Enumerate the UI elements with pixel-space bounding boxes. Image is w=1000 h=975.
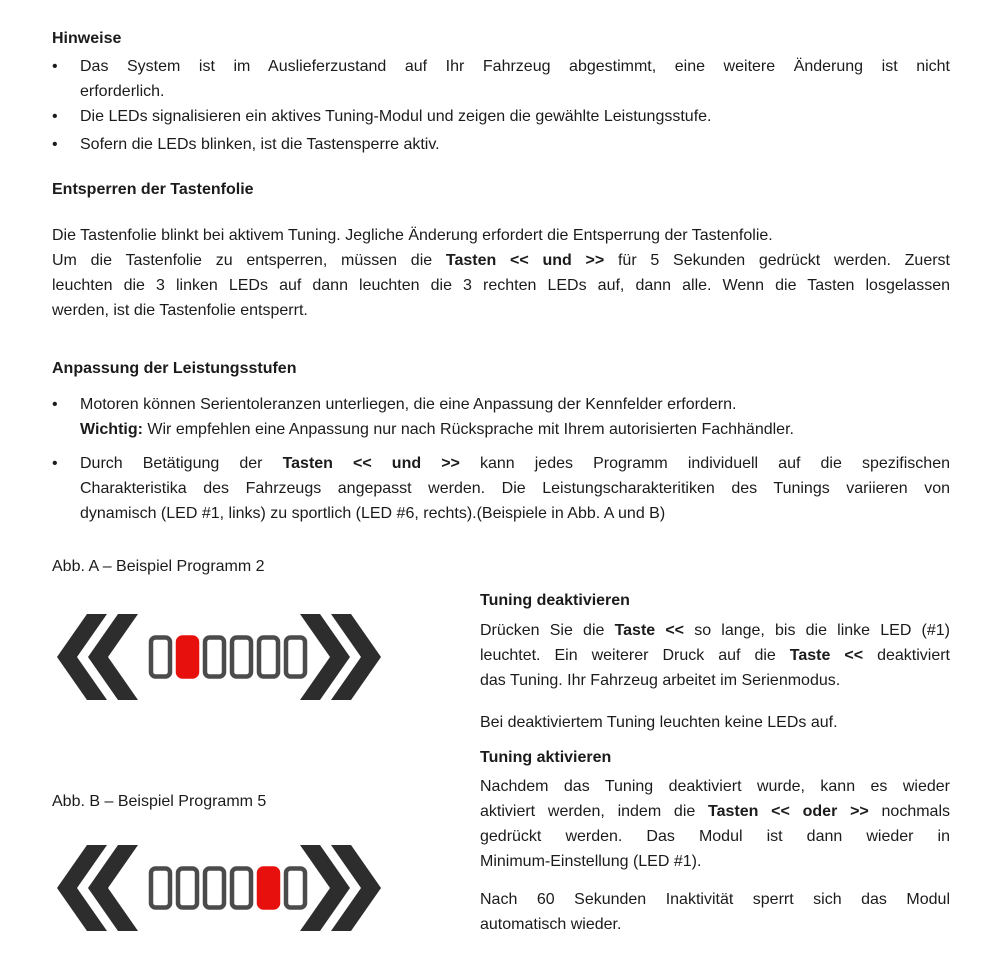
led-indicator-figure-b [54, 843, 384, 933]
chevron-double-right-icon [300, 845, 381, 931]
figure-b-label: Abb. B – Beispiel Programm 5 [52, 793, 267, 810]
figures-column [52, 554, 480, 937]
bullet-icon: • [52, 136, 58, 153]
led-indicator-figure-a [54, 612, 384, 702]
led-active [259, 869, 278, 908]
figure-a-label: Abb. A – Beispiel Programm 2 [52, 558, 265, 575]
paragraph-entsperren: Die Tastenfolie blinkt bei aktivem Tuning. Jegliche Änderung erfordert die Entsperrung der Tastenfolie. Um die Tastenfolie zu entsperren, müssen die Tasten << und >> für 5 Sekunden gedrückt werden. Zuerst leuchten die 3 linken LEDs auf dann leuchten die 3 rechten LEDs auf, dann alle. Wenn die Tasten losgelassen werden, ist die Tastenfolie entsperrt. [52, 227, 950, 319]
chevron-double-left-icon [57, 614, 138, 700]
list-item [52, 104, 950, 129]
section-title-anpassung: Anpassung der Leistungsstufen [52, 360, 297, 377]
paragraph-deaktivieren-1: Drücken Sie die Taste << so lange, bis die linke LED (#1) leuchtet. Ein weiterer Druck auf die Taste << deaktiviert das Tuning. Ihr Fahrzeug arbeitet im Serienmodus. [480, 622, 950, 689]
bullet-icon: • [52, 455, 58, 472]
bullet-text: Die LEDs signalisieren ein aktives Tuning-Modul und zeigen die gewählte Leistungsstufe. [80, 108, 712, 125]
list-item [52, 451, 950, 526]
section-title-hinweise: Hinweise [52, 30, 122, 47]
bullet-text: Das System ist im Auslieferzustand auf Ihr Fahrzeug abgestimmt, eine weitere Änderung ist nicht erforderlich. [80, 58, 950, 100]
list-item [52, 392, 950, 442]
led-row [151, 638, 305, 677]
paragraph-aktivieren-2: Nach 60 Sekunden Inaktivität sperrt sich das Modul automatisch wieder. [480, 891, 950, 933]
paragraph-deaktivieren-2: Bei deaktiviertem Tuning leuchten keine LEDs auf. [480, 714, 838, 731]
paragraph-aktivieren-1: Nachdem das Tuning deaktiviert wurde, kann es wieder aktiviert werden, indem die Tasten << oder >> nochmals gedrückt werden. Das Modul ist dann wieder in Minimum-Einstellung (LED #1). [480, 778, 951, 870]
led-row [151, 869, 305, 908]
led-inactive [205, 638, 224, 677]
led-inactive [151, 869, 170, 908]
bullet-icon: • [52, 58, 58, 75]
two-column-area [52, 554, 950, 937]
chevron-double-right-icon [300, 614, 381, 700]
section-hinweise [52, 26, 950, 157]
led-inactive [232, 869, 251, 908]
list-item [52, 132, 950, 157]
bullet-text: Durch Betätigung der Tasten << und >> kann jedes Programm individuell auf die spezifischen Charakteristika des Fahrzeugs angepasst werden. Die Leistungscharakteritiken des Tunings variieren von dynamisch (LED #1, links) zu sportlich (LED #6, rechts).(Beispiele in Abb. A und B) [80, 455, 950, 522]
section-anpassung [52, 356, 950, 526]
led-inactive [259, 638, 278, 677]
led-active [178, 638, 197, 677]
bullet-icon: • [52, 108, 58, 125]
bullet-text: Sofern die LEDs blinken, ist die Tastensperre aktiv. [80, 136, 440, 153]
section-title-entsperren: Entsperren der Tastenfolie [52, 181, 254, 198]
led-inactive [205, 869, 224, 908]
list-item [52, 54, 950, 104]
led-inactive [232, 638, 251, 677]
led-inactive [286, 869, 305, 908]
bullet-icon: • [52, 396, 58, 413]
chevron-double-left-icon [57, 845, 138, 931]
tuning-deaktivieren-title: Tuning deaktivieren [480, 592, 630, 609]
tuning-aktivieren-title: Tuning aktivieren [480, 749, 612, 766]
led-inactive [178, 869, 197, 908]
bullet-text: Motoren können Serientoleranzen unterliegen, die eine Anpassung der Kennfelder erfordern. Wichtig: Wir empfehlen eine Anpassung nur nach Rücksprache mit Ihrem autorisierten Fachhändler. [80, 396, 794, 438]
instructions-column [480, 554, 950, 937]
led-inactive [151, 638, 170, 677]
led-inactive [286, 638, 305, 677]
section-entsperren [52, 177, 950, 323]
